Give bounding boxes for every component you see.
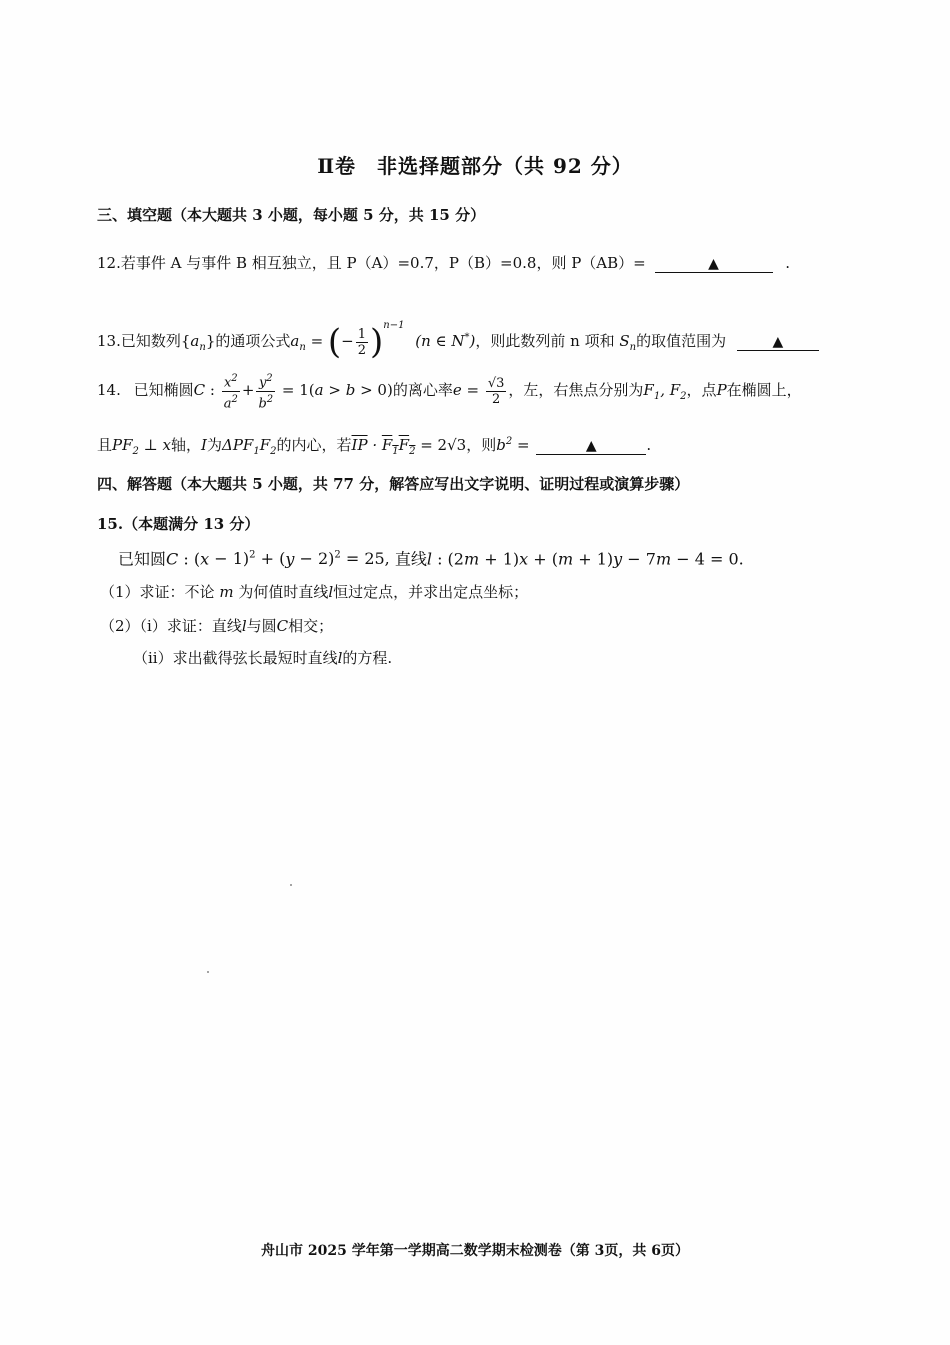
page-footer: 舟山市 2025 学年第一学期高二数学期末检测卷（第 3页，共 6页） (261, 1243, 689, 1259)
q14-line2-then: ，则 (466, 436, 497, 454)
q13-sequence: $\{a_n\}$ (180, 332, 216, 353)
q15-given-prefix: 已知圆 (118, 549, 167, 569)
q15-part1-suffix: 恒过定点，并求出定点坐标； (333, 583, 529, 601)
question-15-part-2ii: （ii）求出截得弦长最短时直线l的方程. (133, 649, 393, 667)
q14-prefix: 已知椭圆 (133, 381, 194, 399)
q14-end: . (646, 436, 652, 454)
q13-number: 13. (97, 332, 121, 350)
q14-triangle: $\Delta PF_1F_2$ (221, 436, 277, 457)
section-3-heading: 三、填空题（本大题共 3 小题，每小题 5 分，共 15 分） (97, 206, 486, 224)
q14-suffix2: ，点 (686, 381, 717, 399)
q14-e: e (452, 381, 462, 399)
q13-left-paren: ( (327, 322, 342, 362)
q15-part2ii-suffix: 的方程. (342, 649, 393, 667)
q15-circle: C (166, 549, 179, 569)
q13-minus: − (341, 332, 354, 350)
q14-suffix3: 在椭圆上， (726, 381, 802, 399)
question-14: 14. 已知椭圆C : $\frac{x^2}{a^2}$ + $\frac{y^2}{b^2}$ = 1(a > b > 0)的离心率e = $\frac{√3}{2}$ ，左，右焦点分别为$F_1$, $F_2$，点P在椭圆上， (97, 373, 802, 411)
q13-sn: $S_n$ (619, 332, 637, 353)
q13-fraction: $\frac{1}{2}$ (357, 326, 367, 358)
q13-answer-blank (737, 333, 819, 351)
q13-formula: $a_n$ = (290, 332, 328, 353)
q13-domain: (n ∈ N*) (415, 332, 476, 350)
question-15-given: 已知圆C : $(x - 1)^2 + (y - 2)^2 = 25$, 直线l : (2m + 1)x + (m + 1)y − 7m − 4 = 0. (118, 549, 744, 569)
scan-speck (290, 884, 292, 886)
question-15-part-1: （1）求证：不论 m 为何值时直线l恒过定点，并求出定点坐标； (100, 583, 529, 601)
q15-line-eq: l (426, 549, 432, 569)
q15-part2i-mid: 与圆 (246, 617, 277, 635)
page-title: Ⅱ卷 非选择题部分（共 92 分） (317, 154, 633, 178)
q12-number: 12. (97, 254, 121, 272)
q13-exponent: n−1 (383, 320, 405, 331)
q13-mid: 的通项公式 (215, 332, 291, 350)
q15-given-mid: 直线 (394, 549, 427, 569)
q12-answer-blank (655, 255, 773, 273)
question-15-part-2i: （2）（i）求证：直线l与圆C相交； (100, 617, 334, 635)
q14-line2-axis: 轴， (171, 436, 202, 454)
q12-text: 若事件 A 与事件 B 相互独立，且 P（A）=0.7，P（B）=0.8，则 P（AB）= (120, 254, 646, 272)
q13-prefix: 已知数列 (120, 332, 181, 350)
q14-frac-x: $\frac{x^2}{a^2}$ (223, 373, 238, 411)
q15-part2ii-prefix: （ii）求出截得弦长最短时直线 (133, 649, 338, 667)
q14-incenter: I (201, 436, 207, 454)
q14-line2-prefix: 且 (97, 436, 113, 454)
q13-suffix: ，则此数列前 n 项和 (475, 332, 615, 350)
q14-point-p: P (716, 381, 727, 399)
q14-frac-y: $\frac{y^2}{b^2}$ (258, 373, 274, 411)
q14-dot-product: $\overline{IP} \cdot F_1F_2$ (351, 436, 416, 457)
q14-answer-mark: ▲ (585, 438, 597, 454)
q12-end: . (785, 254, 791, 272)
q14-number: 14. (97, 381, 121, 399)
question-15-heading: 15.（本题满分 13 分） (97, 515, 260, 533)
q15-part2i-prefix: （2）（i）求证：直线 (100, 617, 242, 635)
q12-answer-mark: ▲ (708, 256, 719, 272)
q14-answer-blank (536, 437, 646, 455)
q14-mid: 的离心率 (392, 381, 453, 399)
q14-suffix: ，左，右焦点分别为 (508, 381, 644, 399)
q14-ellipse-name: C (193, 381, 206, 399)
q14-line2-mid2: 的内心，若 (276, 436, 352, 454)
q13-answer-mark: ▲ (772, 334, 784, 350)
q13-suffix2: 的取值范围为 (636, 332, 727, 350)
q15-part2i-suffix: 相交； (288, 617, 334, 635)
q14-frac-e: $\frac{√3}{2}$ (487, 375, 505, 407)
section-4-heading: 四、解答题（本大题共 5 小题，共 77 分，解答应写出文字说明、证明过程或演算步骤） (97, 475, 690, 493)
q13-right-paren: ) (370, 322, 384, 362)
question-14-line-2: 且$PF_2$ ⊥ x轴，I为$\Delta PF_1F_2$的内心，若$\overline{IP} \cdot F_1F_2 = 2√3$，则$b^2$ = ▲ . (97, 436, 652, 457)
question-13 (97, 306, 819, 368)
scan-speck (207, 971, 209, 973)
q14-b-squared: $b^2$ (496, 436, 513, 454)
q15-part1-prefix: （1）求证：不论 (100, 583, 215, 601)
q14-line2-mid: 为 (206, 436, 222, 454)
q14-foci: $F_1$, $F_2$ (643, 381, 687, 402)
q15-part1-mid: 为何值时直线 (238, 583, 329, 601)
q14-perp: $PF_2$ ⊥ x (112, 436, 172, 457)
question-12 (97, 253, 790, 273)
